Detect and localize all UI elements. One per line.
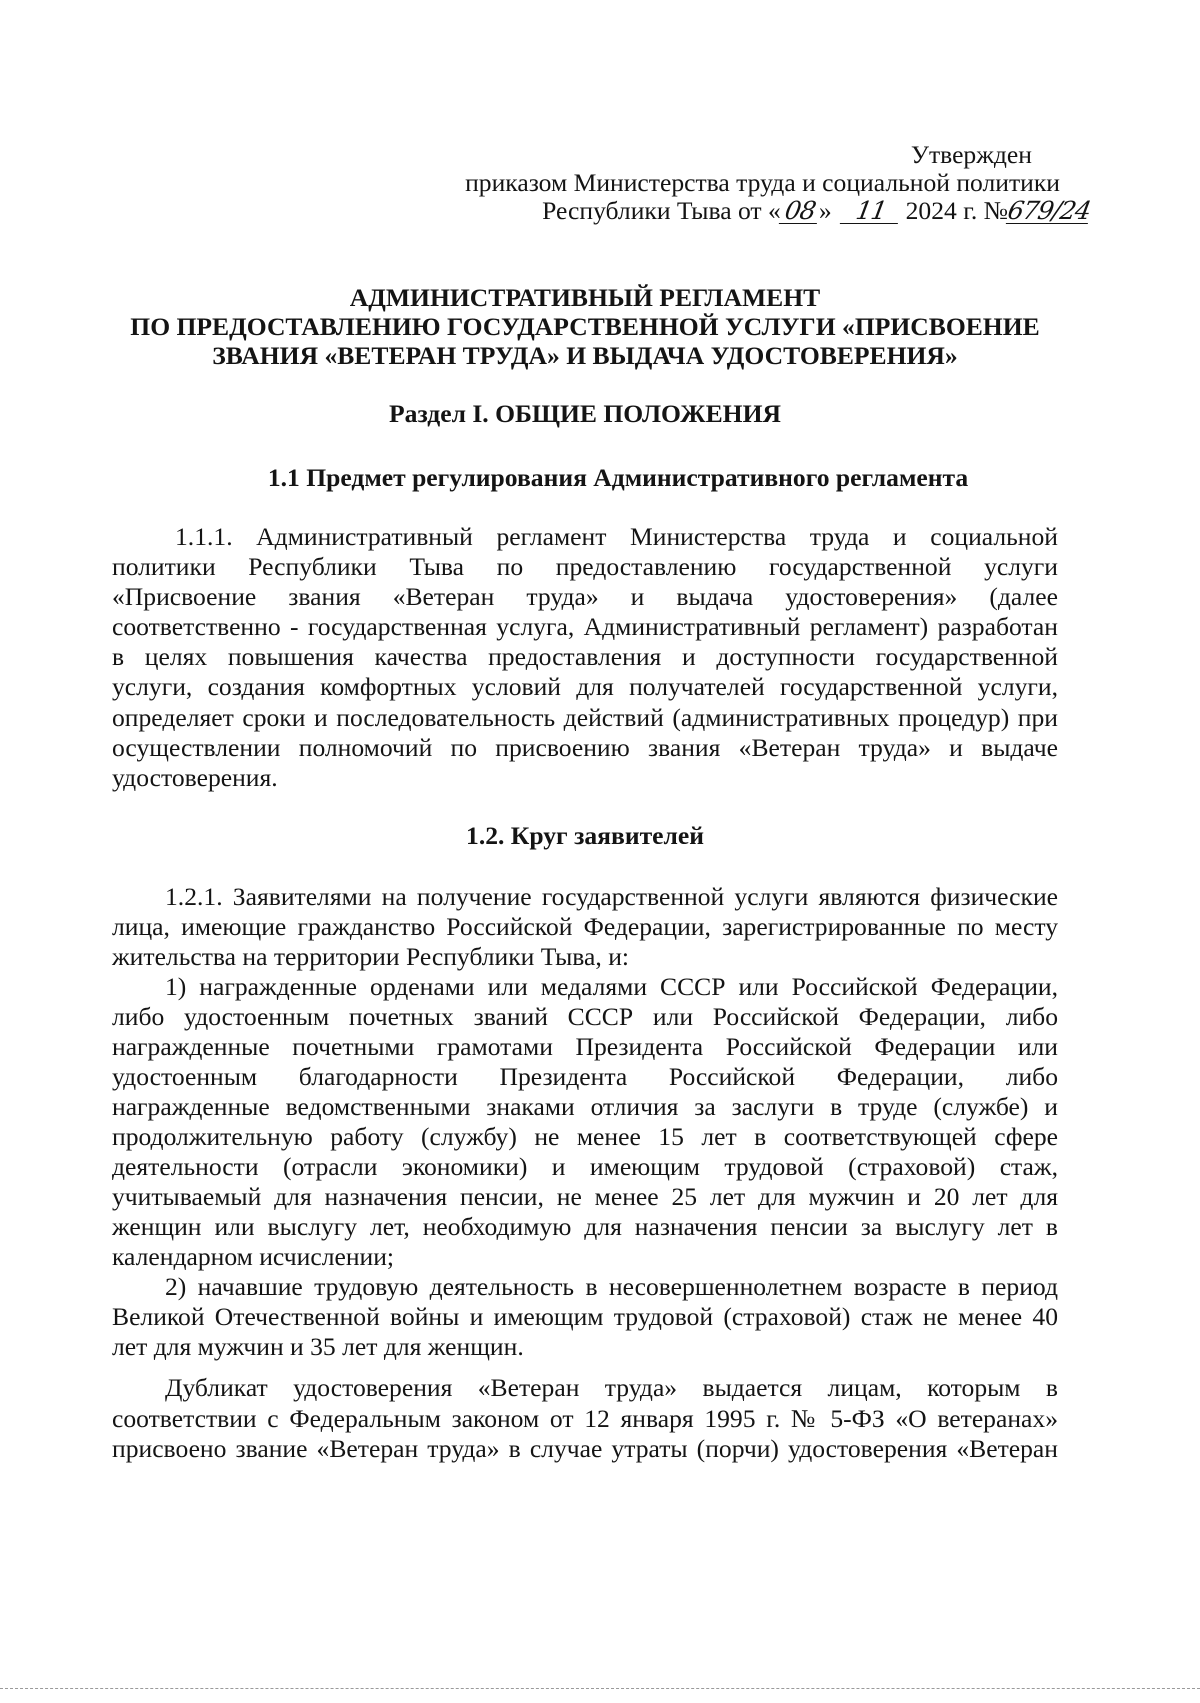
- order-line: приказом Министерства труда и социальной политики: [465, 168, 1060, 197]
- paragraph-line: лет для мужчин и 35 лет для женщин.: [112, 1332, 524, 1361]
- scan-edge-line: [0, 1688, 1200, 1689]
- paragraph-line: награжденные почетными грамотами Президента Российской Федерации или: [112, 1032, 1058, 1061]
- section-heading: Раздел I. ОБЩИЕ ПОЛОЖЕНИЯ: [389, 399, 781, 428]
- paragraph-line: в целях повышения качества предоставления и доступности государственной: [112, 642, 1058, 672]
- approved-label: Утвержден: [910, 140, 1032, 169]
- paragraph-line: «Присвоение звания «Ветеран труда» и выдача удостоверения» (далее: [112, 582, 1058, 612]
- subsection-heading-1-2: 1.2. Круг заявителей: [466, 821, 704, 850]
- subsection-heading-1-1: 1.1 Предмет регулирования Административного регламента: [267, 463, 969, 492]
- paragraph-line: Дубликат удостоверения «Ветеран труда» выдается лицам, которым в: [165, 1373, 1058, 1402]
- date-line-prefix: Республики Тыва от «: [542, 196, 781, 225]
- paragraph-line: женщин или выслугу лет, необходимую для назначения пенсии за выслугу лет в: [112, 1212, 1058, 1241]
- order-date-line: [465, 196, 1093, 225]
- date-day-close: »: [818, 196, 832, 225]
- approval-header: [465, 140, 1093, 225]
- paragraph-line: осуществлении полномочий по присвоению звания «Ветеран труда» и выдаче: [112, 732, 1058, 762]
- document-title: [112, 283, 1058, 370]
- paragraph-line: удостоенным благодарности Президента Российской Федерации, либо: [112, 1062, 1058, 1091]
- date-year: 2024 г. №: [905, 196, 1009, 225]
- handwritten-order-number: 679/24: [1005, 196, 1093, 225]
- paragraph-line: соответствии с Федеральным законом от 12 января 1995 г. № 5-ФЗ «О ветеранах»: [112, 1403, 1058, 1433]
- paragraph-line: соответственно - государственная услуга, Административный регламент) разработан: [112, 612, 1058, 642]
- paragraph-1-1-1: [112, 522, 1058, 793]
- title-line: ПО ПРЕДОСТАВЛЕНИЮ ГОСУДАРСТВЕННОЙ УСЛУГИ «ПРИСВОЕНИЕ: [130, 312, 1040, 341]
- paragraph-line: Великой Отечественной войны и имеющим трудовой (страховой) стаж не менее 40: [112, 1302, 1058, 1331]
- title-line: АДМИНИСТРАТИВНЫЙ РЕГЛАМЕНТ: [349, 283, 821, 312]
- paragraph-line: лица, имеющие гражданство Российской Федерации, зарегистрированные по месту: [112, 912, 1058, 941]
- paragraph-line: политики Республики Тыва по предоставлению государственной услуги: [112, 552, 1058, 582]
- paragraph-line: жительства на территории Республики Тыва, и:: [112, 942, 629, 971]
- paragraph-line: удостоверения.: [112, 762, 278, 792]
- handwritten-month: 11: [839, 199, 901, 224]
- paragraph-line: продолжительную работу (службу) не менее 15 лет в соответствующей сфере: [112, 1122, 1058, 1151]
- paragraph-line: либо удостоенным почетных званий СССР или Российской Федерации, либо: [112, 1002, 1058, 1031]
- paragraph-line: 2) начавшие трудовую деятельность в несовершеннолетнем возрасте в период: [165, 1272, 1058, 1301]
- paragraph-line: 1.2.1. Заявителями на получение государственной услуги являются физические: [165, 882, 1058, 911]
- paragraph-line: 1.1.1. Административный регламент Министерства труда и социальной: [175, 522, 1058, 551]
- paragraph-line: учитываемый для назначения пенсии, не менее 25 лет для мужчин и 20 лет для: [112, 1182, 1058, 1211]
- paragraph-1-2-1: [112, 882, 1058, 972]
- paragraph-line: календарном исчислении;: [112, 1242, 395, 1271]
- paragraph-line: определяет сроки и последовательность действий (административных процедур) при: [112, 702, 1058, 732]
- paragraph-line: награжденные ведомственными знаками отличия за заслуги в труде (службе) и: [112, 1092, 1058, 1121]
- list-item-2: [112, 1272, 1058, 1362]
- paragraph-line: деятельности (отрасли экономики) и имеющим трудовой (страховой) стаж,: [112, 1152, 1058, 1181]
- list-item-1: [112, 972, 1058, 1272]
- paragraph-line: 1) награжденные орденами или медалями СССР или Российской Федерации,: [165, 972, 1058, 1001]
- title-line: ЗВАНИЯ «ВЕТЕРАН ТРУДА» И ВЫДАЧА УДОСТОВЕРЕНИЯ»: [212, 341, 958, 370]
- paragraph-line: услуги, создания комфортных условий для получателей государственной услуги,: [112, 672, 1058, 702]
- paragraph-duplicate: [112, 1373, 1058, 1465]
- paragraph-line: присвоено звание «Ветеран труда» в случае утраты (порчи) удостоверения «Ветеран: [112, 1434, 1058, 1463]
- handwritten-day: 08: [779, 199, 821, 224]
- applicants-block: [112, 882, 1058, 1362]
